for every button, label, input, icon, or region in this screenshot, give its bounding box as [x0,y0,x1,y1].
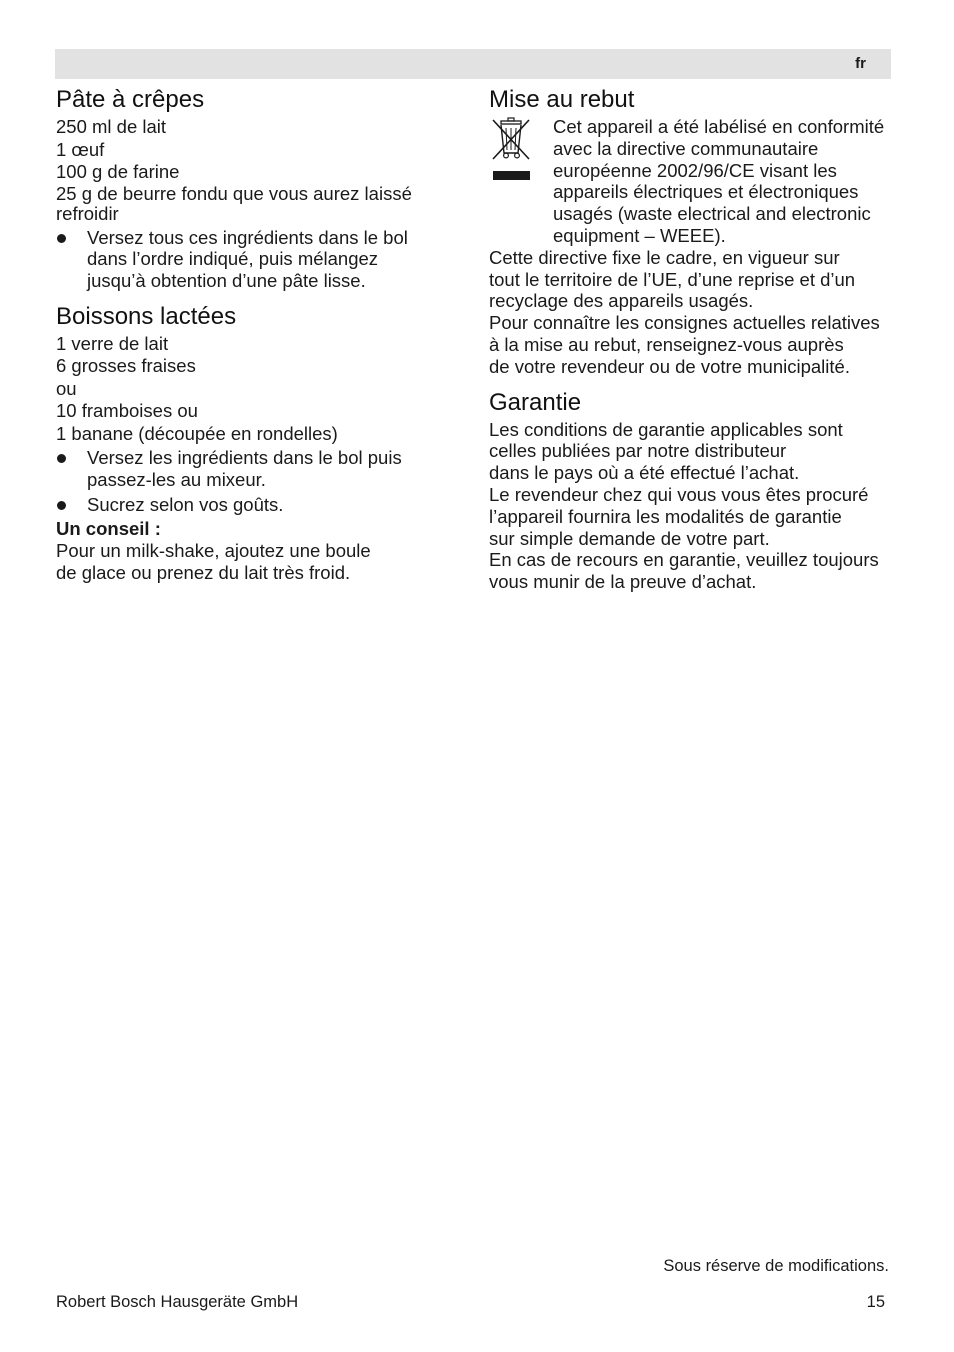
instruction-item [56,227,452,292]
weee-crossed-bin-icon [489,117,533,187]
ingredient-line: 1 verre de lait [56,332,169,354]
instruction-line: Versez les ingrédients dans le bol puis [87,447,402,469]
instruction-line: dans l’ordre indiqué, puis mélangez [87,248,379,270]
warranty-paragraph [489,484,893,549]
paragraph-line: En cas de recours en garantie, veuillez toujours [489,549,879,571]
ingredient-line: 250 ml de lait [56,116,167,137]
instruction-item [56,494,452,516]
weee-line: equipment – WEEE). [553,224,726,246]
ingredient-line: 6 grosses fraises [56,355,196,377]
paragraph-line: celles publiées par notre distributeur [489,440,787,462]
language-code: fr [855,55,866,72]
paragraph-line: dans le pays où a été effectué l’achat. [489,462,800,484]
bullet-dot-icon [57,234,66,243]
footer-note: Sous réserve de modifications. [663,1257,889,1275]
ingredient-line: 1 œuf [56,138,105,160]
instruction-line: jusqu’à obtention d’une pâte lisse. [87,269,366,291]
section-title-boissons: Boissons lactées [56,302,237,330]
paragraph-line: sur simple demande de votre part. [489,527,770,549]
page-number: 15 [866,1293,885,1311]
section-title-mise-au-rebut: Mise au rebut [489,86,635,113]
instruction-list [56,227,452,292]
warranty-paragraph [489,549,893,593]
disposal-paragraph [489,312,893,377]
paragraph-line: à la mise au rebut, renseignez-vous auprès [489,333,844,355]
tip-line: Pour un milk-shake, ajoutez une boule [56,540,371,562]
weee-line: Cet appareil a été labélisé en conformité [553,116,885,137]
footer-company: Robert Bosch Hausgeräte GmbH [56,1293,299,1311]
directive-paragraph [489,247,893,312]
section-crepes [56,84,452,292]
ingredient-line [56,184,452,227]
tip-text [56,540,452,584]
ingredient-line: 1 banane (découpée en rondelles) [56,422,338,444]
ingredient-line-part: 25 g de beurre fondu que vous aurez laissé [56,182,412,204]
paragraph-line: l’appareil fournira les modalités de garantie [489,505,842,527]
section-title-garantie: Garantie [489,388,582,416]
instruction-item [56,447,452,490]
weee-block [489,116,893,247]
paragraph-line: Cette directive fixe le cadre, en vigueur sur [489,246,840,268]
tip-line: de glace ou prenez du lait très froid. [56,562,351,584]
section-garantie [489,387,893,593]
right-column [489,84,893,593]
ingredient-line: 10 framboises ou [56,400,198,422]
warranty-paragraph [489,419,893,484]
tip-label: Un conseil : [56,518,161,540]
paragraph-line: vous munir de la preuve d’achat. [489,571,757,593]
section-title-crepes: Pâte à crêpes [56,86,205,113]
header-bar [55,49,891,79]
instruction-line: Sucrez selon vos goûts. [87,493,284,515]
paragraph-line: Le revendeur chez qui vous vous êtes procuré [489,483,869,505]
weee-line: avec la directive communautaire [553,137,819,159]
instruction-line: Versez tous ces ingrédients dans le bol [87,226,408,248]
weee-line: usagés (waste electrical and electronic [553,203,871,225]
paragraph-line: Pour connaître les consignes actuelles relatives [489,312,880,334]
section-mise-au-rebut [489,84,893,378]
bullet-dot-icon [57,501,66,510]
section-boissons [56,301,452,584]
paragraph-line: Les conditions de garantie applicables sont [489,418,843,440]
bullet-dot-icon [57,454,66,463]
ingredient-line-part: refroidir [56,202,119,224]
ingredient-line: 100 g de farine [56,161,180,182]
left-column [56,84,452,584]
ingredient-line: ou [56,377,77,399]
weee-line: appareils électriques et électroniques [553,181,859,203]
instruction-line: passez-les au mixeur. [87,468,266,490]
paragraph-line: recyclage des appareils usagés. [489,290,754,312]
instruction-list [56,447,452,515]
weee-line: européenne 2002/96/CE visant les [553,159,837,181]
paragraph-line: de votre revendeur ou de votre municipalité. [489,355,850,377]
paragraph-line: tout le territoire de l’UE, d’une reprise et d’un [489,268,856,290]
